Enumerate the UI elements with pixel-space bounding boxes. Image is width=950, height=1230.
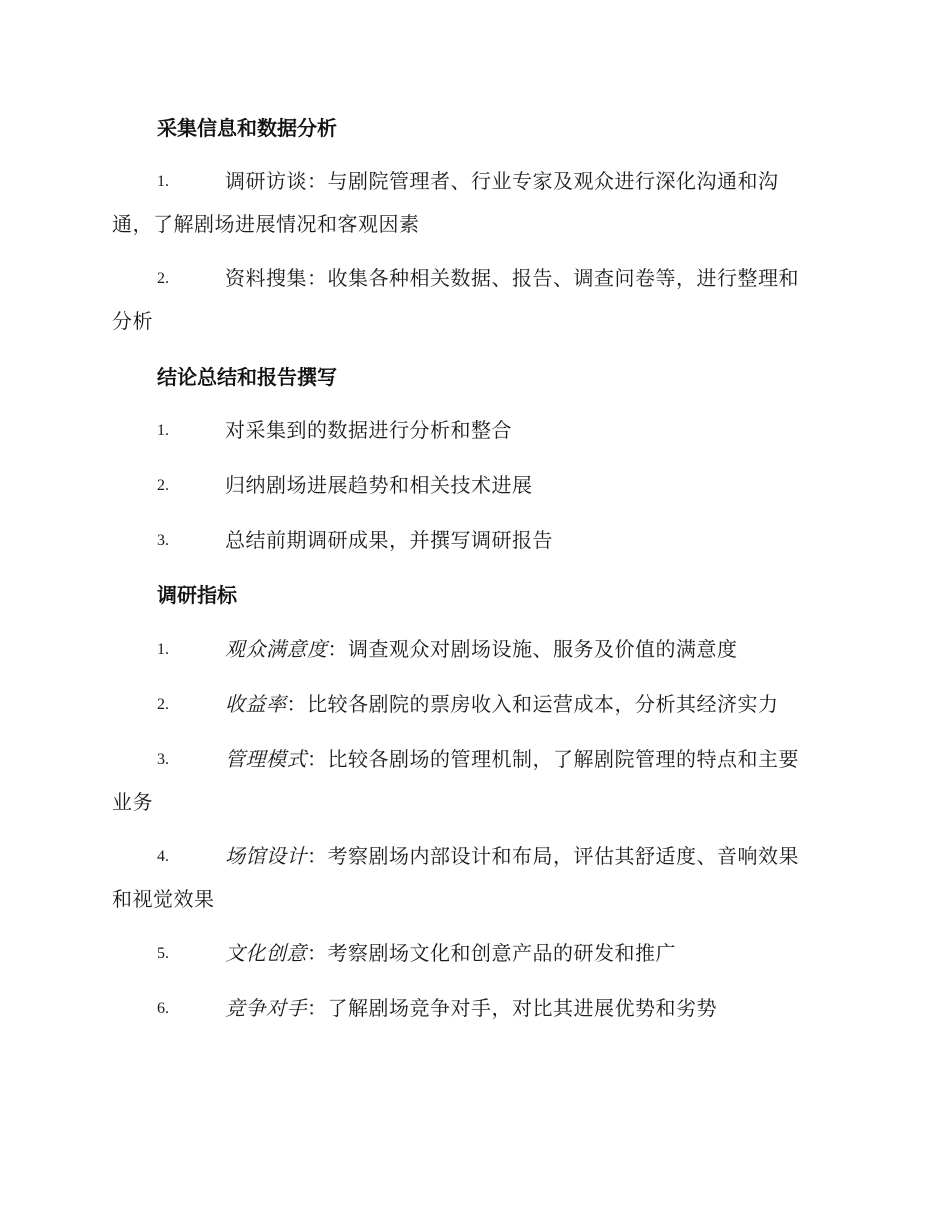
list-text: 归纳剧场进展趋势和相关技术进展	[225, 473, 533, 497]
list-text	[112, 987, 837, 1030]
list-item	[112, 738, 837, 824]
list-item	[112, 519, 837, 562]
list-text-continued: 业务	[112, 790, 153, 814]
list-text: 总结前期调研成果，并撰写调研报告	[225, 528, 553, 552]
list-number: 2.	[157, 696, 169, 713]
list-text-continued: 通，了解剧场进展情况和客观因素	[112, 212, 420, 236]
indicator-description: ：比较各剧院的票房收入和运营成本，分析其经济实力	[286, 692, 779, 716]
list-text: 对采集到的数据进行分析和整合	[225, 418, 512, 442]
indicator-term: 收益率	[225, 692, 287, 716]
list-text	[112, 628, 837, 671]
list-item	[112, 683, 837, 726]
list-number: 1.	[157, 173, 169, 190]
list-text: 资料搜集：收集各种相关数据、报告、调查问卷等，进行整理和	[225, 266, 799, 290]
list-number: 5.	[157, 945, 169, 962]
list-number: 2.	[157, 477, 169, 494]
section-heading-conclusion: 结论总结和报告撰写	[157, 365, 337, 389]
list-number: 6.	[157, 1000, 169, 1017]
list-text-continued: 分析	[112, 309, 153, 333]
list-text	[112, 683, 837, 726]
list-item	[112, 932, 837, 975]
indicator-description: ：了解剧场竞争对手，对比其进展优势和劣势	[307, 996, 717, 1020]
indicator-term: 场馆设计	[225, 844, 307, 868]
indicator-term: 竞争对手	[225, 996, 307, 1020]
list-number: 3.	[157, 532, 169, 549]
list-item	[112, 257, 837, 343]
list-text	[112, 932, 837, 975]
section-heading-data-collection: 采集信息和数据分析	[157, 116, 337, 140]
list-text	[112, 738, 837, 781]
list-number: 3.	[157, 751, 169, 768]
section-heading-research-indicators: 调研指标	[157, 583, 237, 607]
list-item	[112, 835, 837, 921]
list-number: 2.	[157, 270, 169, 287]
indicator-term: 管理模式	[225, 747, 307, 771]
indicator-term: 文化创意	[225, 941, 307, 965]
list-item	[112, 628, 837, 671]
list-number: 1.	[157, 422, 169, 439]
list-item	[112, 464, 837, 507]
list-item	[112, 160, 837, 246]
indicator-term: 观众满意度	[225, 637, 328, 661]
indicator-description: ：调查观众对剧场设施、服务及价值的满意度	[327, 637, 738, 661]
list-number: 1.	[157, 641, 169, 658]
list-text	[112, 835, 837, 878]
indicator-description: ：考察剧场内部设计和布局，评估其舒适度、音响效果	[307, 844, 799, 868]
indicator-description: ：考察剧场文化和创意产品的研发和推广	[307, 941, 676, 965]
list-text-continued: 和视觉效果	[112, 887, 215, 911]
indicator-description: ：比较各剧场的管理机制，了解剧院管理的特点和主要	[307, 747, 799, 771]
list-text: 调研访谈：与剧院管理者、行业专家及观众进行深化沟通和沟	[225, 169, 779, 193]
list-item	[112, 987, 837, 1030]
list-number: 4.	[157, 848, 169, 865]
list-item	[112, 409, 837, 452]
